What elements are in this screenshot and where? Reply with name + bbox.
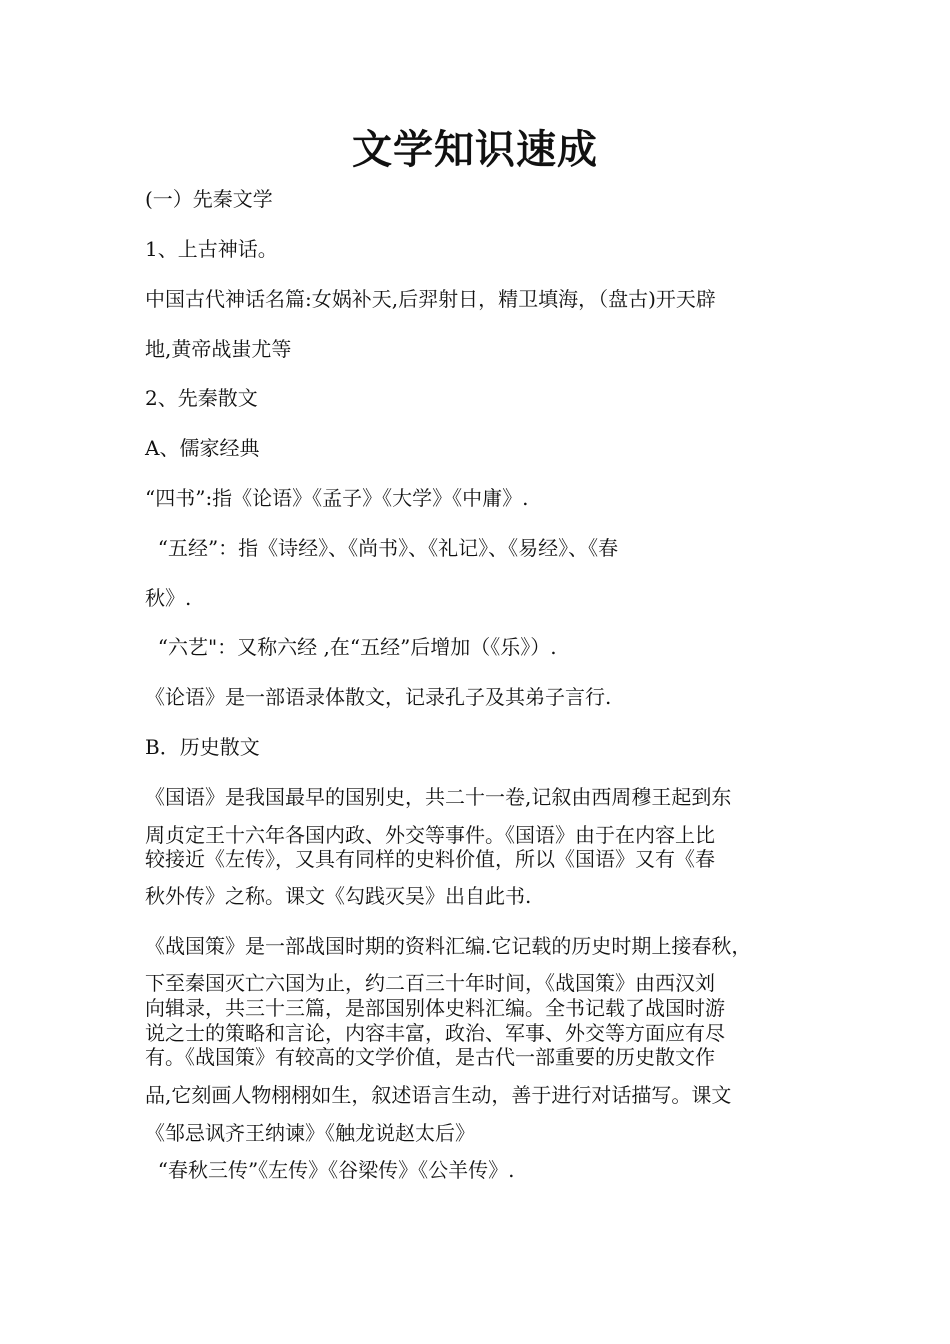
- paragraph-line: 秋外传》之称。课文《勾践灭吴》出自此书.: [145, 884, 532, 908]
- paragraph-line: “四书”:指《论语》《孟子》《大学》《中庸》.: [145, 486, 529, 510]
- paragraph-line: 秋》.: [145, 586, 192, 610]
- paragraph-line: 说之士的策略和言论，内容丰富，政治、军事、外交等方面应有尽: [145, 1021, 725, 1045]
- subsection-heading-prose: 2、先秦散文: [145, 386, 258, 410]
- paragraph-line: 《战国策》是一部战国时期的资料汇编.它记载的历史时期上接春秋，: [145, 934, 752, 958]
- paragraph-line: “六艺"：又称六经 ,在“五经”后增加（《乐》）.: [145, 635, 557, 659]
- paragraph-line: 周贞定王十六年各国内政、外交等事件。《国语》由于在内容上比: [145, 823, 715, 847]
- paragraph-line: 《邹忌讽齐王纳谏》《触龙说赵太后》: [145, 1121, 475, 1145]
- subsection-heading-confucian: A、儒家经典: [145, 436, 260, 460]
- paragraph-line: 《国语》是我国最早的国别史，共二十一卷,记叙由西周穆王起到东: [145, 785, 732, 809]
- paragraph-line: “五经”：指《诗经》、《尚书》、《礼记》、《易经》、《春: [145, 536, 619, 560]
- subsection-heading-myths: 1、上古神话。: [145, 237, 278, 261]
- paragraph-line: 品,它刻画人物栩栩如生，叙述语言生动，善于进行对话描写。课文: [145, 1083, 732, 1107]
- paragraph-line: “春秋三传”《左传》《谷梁传》《公羊传》.: [145, 1158, 515, 1182]
- paragraph-line: 下至秦国灭亡六国为止，约二百三十年时间，《战国策》由西汉刘: [145, 971, 715, 995]
- paragraph-line: 地,黄帝战蚩尤等: [145, 337, 292, 361]
- document-title: 文学知识速成: [352, 127, 598, 173]
- paragraph-line: 《论语》是一部语录体散文，记录孔子及其弟子言行.: [145, 685, 612, 709]
- paragraph-line: 较接近《左传》，又具有同样的史料价值，所以《国语》又有《春: [145, 847, 715, 871]
- section-heading-pre-qin: (一）先秦文学: [145, 187, 273, 211]
- paragraph-line: 中国古代神话名篇:女娲补天,后羿射日，精卫填海，（盘古)开天辟: [145, 287, 716, 311]
- paragraph-line: 向辑录，共三十三篇，是部国别体史料汇编。全书记载了战国时游: [145, 996, 725, 1020]
- subsection-heading-history: B．历史散文: [145, 735, 260, 759]
- paragraph-line: 有。《战国策》有较高的文学价值，是古代一部重要的历史散文作: [145, 1045, 715, 1069]
